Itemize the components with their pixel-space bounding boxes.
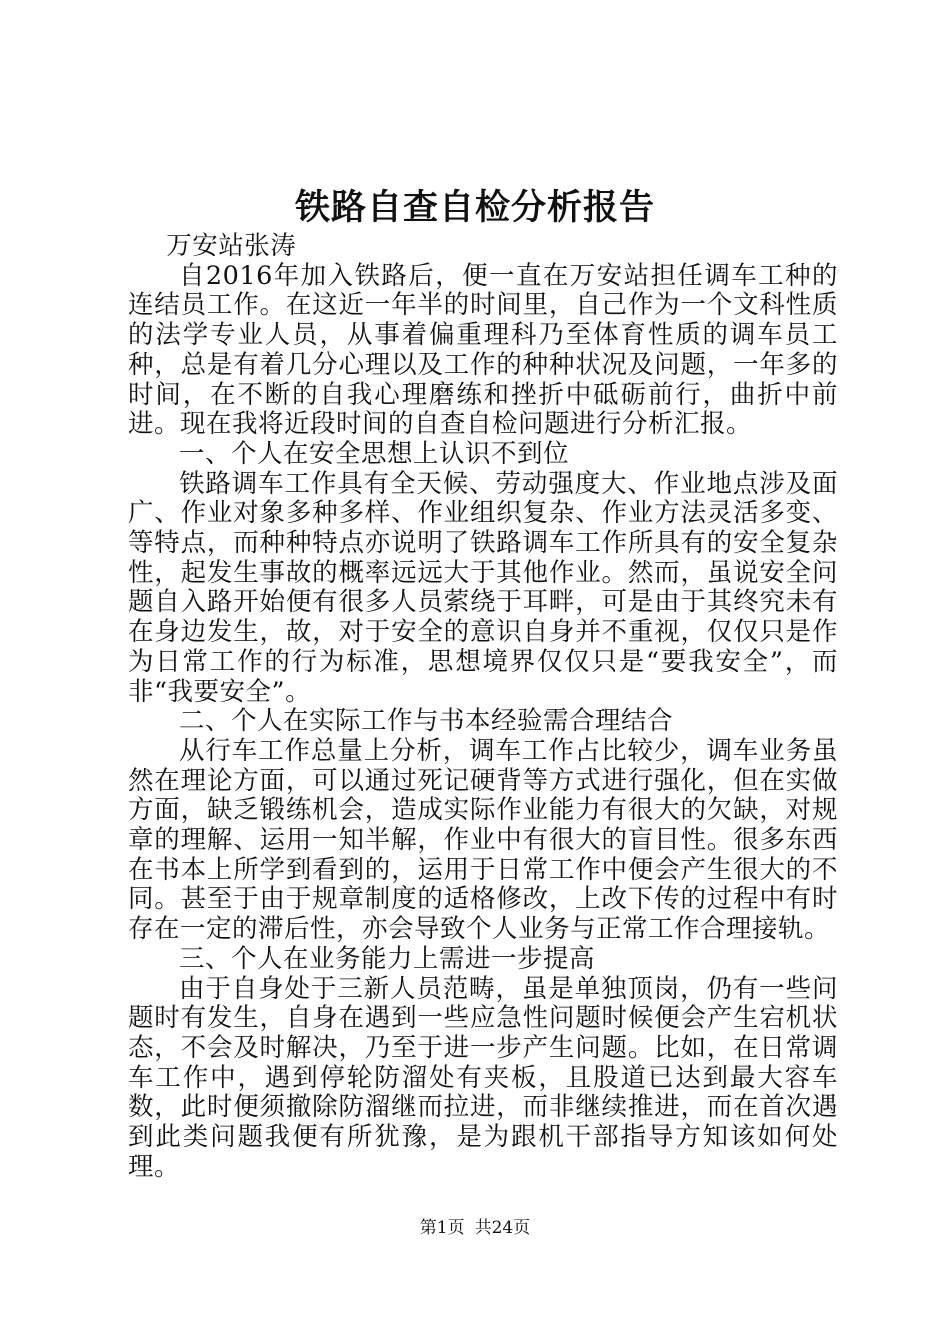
section-heading-3: 三、个人在业务能力上需进一步提高 (179, 943, 596, 974)
paragraph-section-2: 从行车工作总量上分析，调车工作占比较少，调车业务虽然在理论方面，可以通过死记硬背等方式进行强化，但在实做方面，缺乏锻练机会，造成实际作业能力有很大的欠缺，对规章的理解、运用一知半解，作业中有很大的盲目性。很多东西在书本上所学到看到的，运用于日常工作中便会产生很大的不同。甚至于由于规章制度的适格修改，上改下传的过程中有时存在一定的滞后性，亦会导致个人业务与正常工作合理接轨。 (128, 735, 838, 945)
page-total: 共24页 (474, 1218, 531, 1238)
paragraph-section-1: 铁路调车工作具有全天候、劳动强度大、作业地点涉及面广、作业对象多种多样、作业组织复杂、作业方法灵活多变、等特点，而种种特点亦说明了铁路调车工作所具有的安全复杂性，起发生事故的概率远远大于其他作业。然而，虽说安全问题自入路开始便有很多人员萦绕于耳畔，可是由于其终究未有在身边发生，故，对于安全的意识自身并不重视，仅仅只是作为日常工作的行为标准，思想境界仅仅只是“要我安全”，而非“我要安全”。 (128, 468, 838, 707)
author-line: 万安站张涛 (166, 231, 297, 261)
paragraph-intro: 自2016年加入铁路后，便一直在万安站担任调车工种的连结员工作。在这近一年半的时间里，自己作为一个文科性质的法学专业人员，从事着偏重理科乃至体育性质的调车员工种，总是有着几分心理以及工作的种种状况及问题，一年多的时间，在不断的自我心理磨练和挫折中砥砺前行，曲折中前进。现在我将近段时间的自查自检问题进行分析汇报。 (128, 260, 838, 440)
section-heading-1: 一、个人在安全思想上认识不到位 (179, 438, 570, 469)
paragraph-section-3: 由于自身处于三新人员范畴，虽是单独顶岗，仍有一些问题时有发生，自身在遇到一些应急性问题时候便会产生宕机状态，不会及时解决，乃至于进一步产生问题。比如，在日常调车工作中，遇到停轮防溜处有夹板，且股道已达到最大容车数，此时便须撤除防溜继而拉进，而非继续推进，而在首次遇到此类问题我便有所犹豫，是为跟机干部指导方知该如何处理。 (128, 973, 838, 1182)
document-body (128, 232, 838, 1183)
section-heading-2: 二、个人在实际工作与书本经验需合理结合 (179, 706, 674, 737)
document-title: 铁路自查自检分析报告 (294, 188, 655, 228)
page-number: 第1页 (419, 1218, 465, 1238)
page-footer (0, 1216, 950, 1240)
